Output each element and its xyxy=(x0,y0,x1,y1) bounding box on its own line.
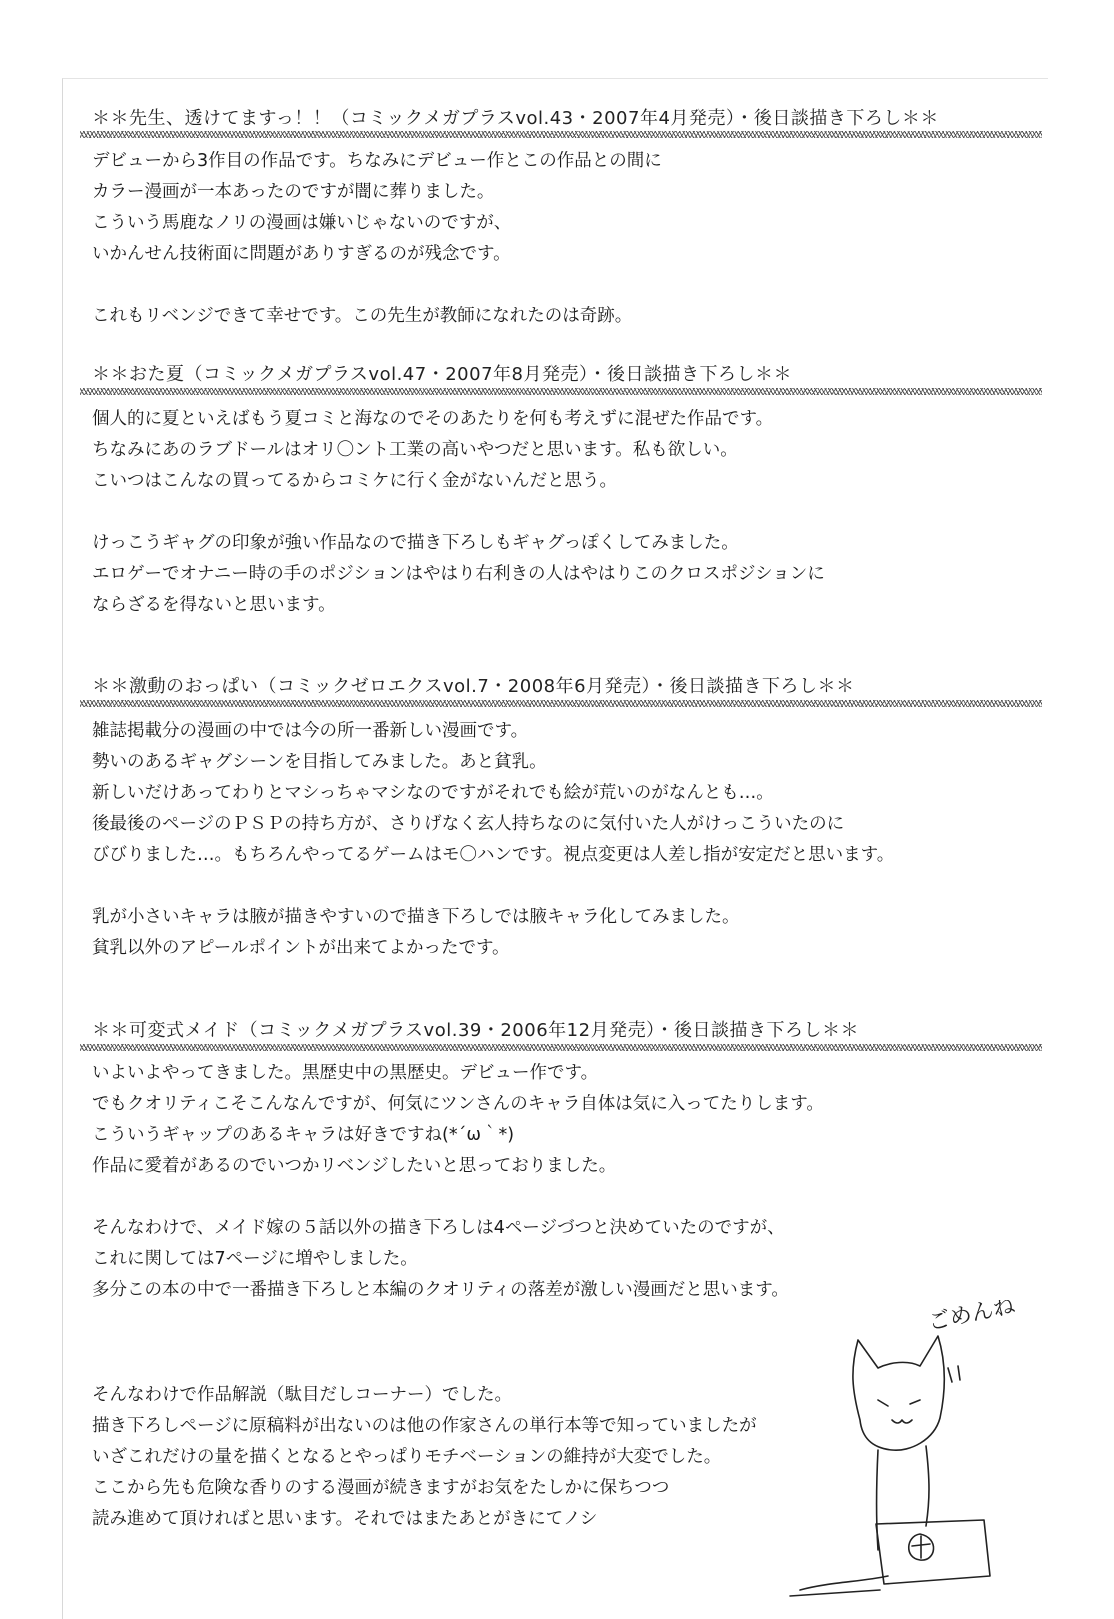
cat-sketch-illustration xyxy=(780,1300,1060,1600)
section-body-gekidou xyxy=(92,716,894,964)
section-divider xyxy=(80,700,1042,707)
text-line: 貧乳以外のアピールポイントが出来てよかったです。 xyxy=(92,938,510,958)
text-line: ならざるを得ないと思います。 xyxy=(92,595,336,615)
text-line: こういう馬鹿なノリの漫画は嫌いじゃないのですが、 xyxy=(92,213,512,233)
section-body-sensei xyxy=(92,146,662,332)
section-title-sensei: ＊＊先生、透けてますっ！！（コミックメガプラスvol.43・2007年4月発売）・後日談描き下ろし＊＊ xyxy=(92,108,939,129)
text-line: そんなわけで、メイド嫁の５話以外の描き下ろしは4ページづつと決めていたのですが、 xyxy=(92,1218,785,1238)
text-line: こいつはこんなの買ってるからコミケに行く金がないんだと思う。 xyxy=(92,471,617,491)
text-line: 勢いのあるギャグシーンを目指してみました。あと貧乳。 xyxy=(92,752,547,772)
section-title-kahenshiki: ＊＊可変式メイド（コミックメガプラスvol.39・2006年12月発売）・後日談描き下ろし＊＊ xyxy=(92,1020,860,1041)
text-line: カラー漫画が一本あったのですが闇に葬りました。 xyxy=(92,182,495,202)
text-line: ちなみにあのラブドールはオリ〇ント工業の高いやつだと思います。私も欲しい。 xyxy=(92,440,738,460)
text-line: これもリベンジできて幸せです。この先生が教師になれたのは奇跡。 xyxy=(92,306,633,326)
text-line: 多分この本の中で一番描き下ろしと本編のクオリティの落差が激しい漫画だと思います。 xyxy=(92,1280,789,1300)
section-divider xyxy=(80,131,1042,138)
text-line: 後最後のページのＰＳＰの持ち方が、さりげなく玄人持ちなのに気付いた人がけっこういたのに xyxy=(92,814,845,834)
text-line: 作品に愛着があるのでいつかリベンジしたいと思っておりました。 xyxy=(92,1156,617,1176)
text-line: びびりました…。もちろんやってるゲームはモ〇ハンです。視点変更は人差し指が安定だと思います。 xyxy=(92,845,895,865)
text-line: 新しいだけあってわりとマシっちゃマシなのですがそれでも絵が荒いのがなんとも…。 xyxy=(92,783,774,803)
section-body-kahenshiki xyxy=(92,1058,824,1306)
cat-sketch-icon xyxy=(780,1300,1060,1600)
section-title-gekidou: ＊＊激動のおっぱい（コミックゼロエクスvol.7・2008年6月発売）・後日談描き下ろし＊＊ xyxy=(92,676,855,697)
text-line: いかんせん技術面に問題がありすぎるのが残念です。 xyxy=(92,244,511,264)
cat-speech-text: ごめんね xyxy=(926,1300,1018,1336)
text-line: 描き下ろしページに原稿料が出ないのは他の作家さんの単行本等で知っていましたが xyxy=(92,1416,757,1436)
text-line: こういうギャップのあるキャラは好きですね(*´ω｀*) xyxy=(92,1125,515,1145)
section-body-otanatsu xyxy=(92,404,825,621)
section-divider xyxy=(80,388,1042,395)
text-line: これに関しては7ページに増やしました。 xyxy=(92,1249,418,1269)
section-title-otanatsu: ＊＊おた夏（コミックメガプラスvol.47・2007年8月発売）・後日談描き下ろし＊＊ xyxy=(92,364,792,385)
text-line: いざこれだけの量を描くとなるとやっぱりモチベーションの維持が大変でした。 xyxy=(92,1447,722,1467)
text-line: 雑誌掲載分の漫画の中では今の所一番新しい漫画です。 xyxy=(92,721,529,741)
section-divider xyxy=(80,1044,1042,1051)
text-line: でもクオリティこそこんなんですが、何気にツンさんのキャラ自体は気に入ってたりします。 xyxy=(92,1094,824,1114)
text-line: 個人的に夏といえばもう夏コミと海なのでそのあたりを何も考えずに混ぜた作品です。 xyxy=(92,409,774,429)
closing-remarks xyxy=(92,1380,757,1535)
text-line: いよいよやってきました。黒歴史中の黒歴史。デビュー作です。 xyxy=(92,1063,599,1083)
text-line: けっこうギャグの印象が強い作品なので描き下ろしもギャグっぽくしてみました。 xyxy=(92,533,739,553)
text-line: そんなわけで作品解説（駄目だしコーナー）でした。 xyxy=(92,1385,512,1405)
text-line: デビューから3作目の作品です。ちなみにデビュー作とこの作品との間に xyxy=(92,151,662,171)
text-line: 乳が小さいキャラは腋が描きやすいので描き下ろしでは腋キャラ化してみました。 xyxy=(92,907,740,927)
text-line: エロゲーでオナニー時の手のポジションはやはり右利きの人はやはりこのクロスポジションに xyxy=(92,564,825,584)
text-line: ここから先も危険な香りのする漫画が続きますがお気をたしかに保ちつつ xyxy=(92,1478,670,1498)
text-line: 読み進めて頂ければと思います。それではまたあとがきにてノシ xyxy=(92,1509,598,1529)
